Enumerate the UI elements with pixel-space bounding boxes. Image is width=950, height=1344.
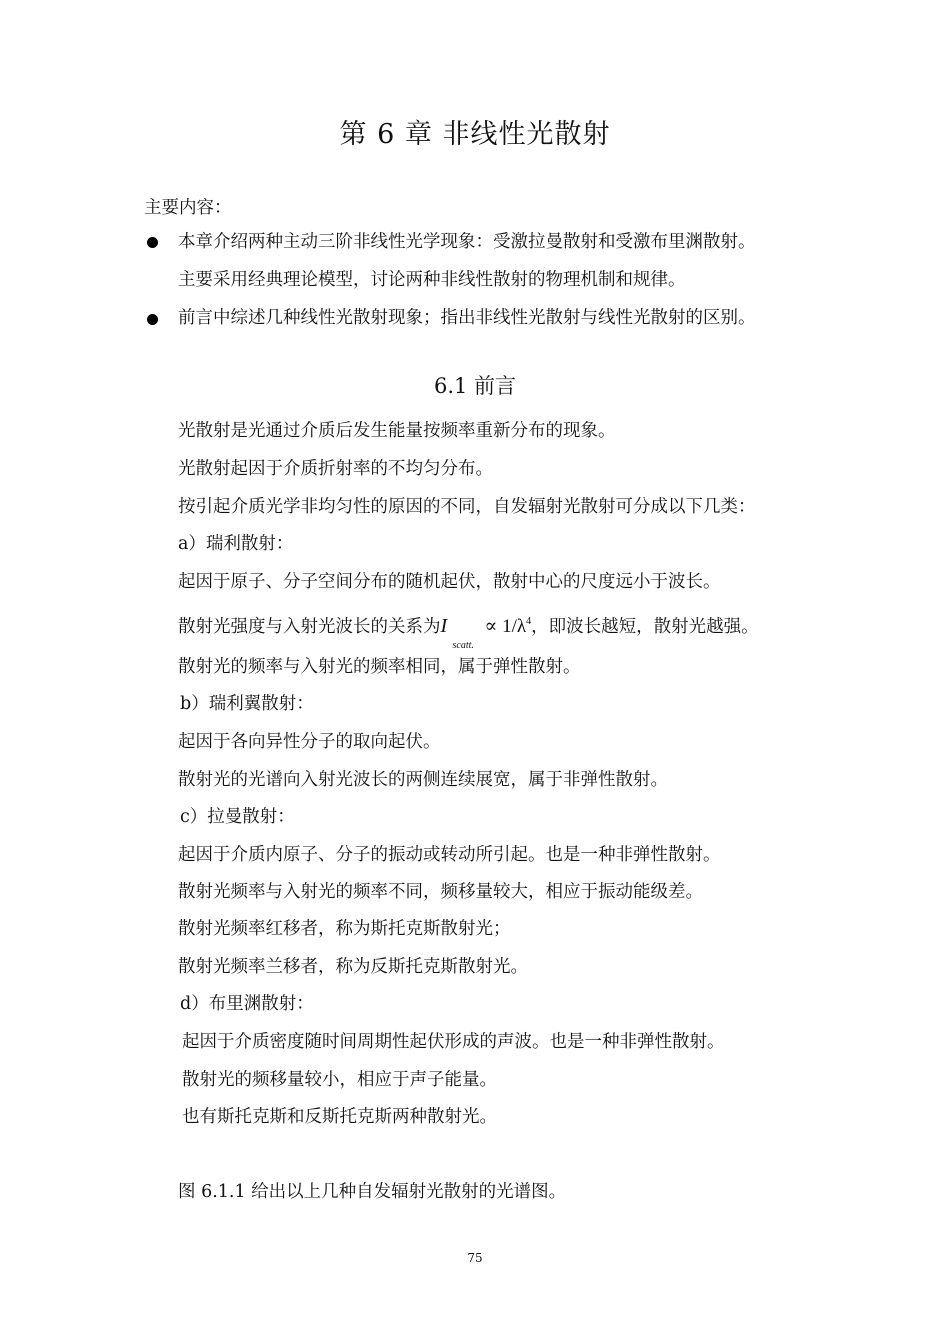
subsection-d-heading: d）布里渊散射： [180,994,314,1014]
formula-exponent: 4 [526,616,532,627]
subsection-c-line-2: 散射光频率与入射光的频率不同，频移量较大，相应于振动能级差。 [178,882,703,902]
section-title: 6.1 前言 [433,374,517,398]
paragraph-3: 按引起介质光学非均匀性的原因的不同，自发辐射光散射可分成以下几类： [178,497,756,517]
subsection-d-line-3: 也有斯托克斯和反斯托克斯两种散射光。 [182,1107,497,1127]
formula-intro-text: 散射光强度与入射光波长的关系为 [178,616,441,637]
chapter-title: 第 6 章 非线性光散射 [339,119,611,150]
subsection-a-line-2 [178,611,759,651]
summary-bullet-1-line-1: 本章介绍两种主动三阶非线性光学现象：受激拉曼散射和受激布里渊散射。 [178,232,756,252]
subsection-d-line-2: 散射光的频移量较小，相应于声子能量。 [182,1070,497,1090]
paragraph-2: 光散射起因于介质折射率的不均匀分布。 [178,459,493,479]
summary-heading: 主要内容： [144,198,232,218]
subsection-d-line-1: 起因于介质密度随时间周期性起伏形成的声波。也是一种非弹性散射。 [182,1032,725,1052]
formula-conclusion-text: ，即波长越短，散射光越强。 [531,616,759,637]
subsection-c-line-4: 散射光频率兰移者，称为反斯托克斯散射光。 [178,957,528,977]
formula-intensity [440,614,485,651]
summary-bullet-2: 前言中综述几种线性光散射现象；指出非线性光散射与线性光散射的区别。 [178,308,756,328]
subsection-b-line-2: 散射光的光谱向入射光波长的两侧连续展宽，属于非弹性散射。 [178,770,668,790]
figure-reference: 图 6.1.1 给出以上几种自发辐射光散射的光谱图。 [178,1182,567,1202]
subsection-b-line-1: 起因于各向异性分子的取向起伏。 [178,732,441,752]
bullet-icon [147,314,158,325]
summary-bullet-1-line-2: 主要采用经典理论模型，讨论两种非线性散射的物理机制和规律。 [178,270,686,290]
page-number: 75 [467,1251,483,1265]
formula-intensity-symbol: I [440,614,448,637]
subsection-c-line-1: 起因于介质内原子、分子的振动或转动所引起。也是一种非弹性散射。 [178,845,721,865]
subsection-b-heading: b）瑞利翼散射： [180,694,314,714]
formula-proportional: ∝ 1/λ [484,615,527,637]
paragraph-1: 光散射是光通过介质后发生能量按频率重新分布的现象。 [178,421,616,441]
bullet-icon [147,237,158,248]
subsection-a-line-1: 起因于原子、分子空间分布的随机起伏，散射中心的尺度远小于波长。 [178,572,721,592]
subsection-c-heading: c）拉曼散射： [180,807,295,827]
subsection-a-line-3: 散射光的频率与入射光的频率相同，属于弹性散射。 [178,657,581,677]
subsection-a-heading: a）瑞利散射： [178,534,294,554]
formula-subscript: scatt. [452,639,474,651]
subsection-c-line-3: 散射光频率红移者，称为斯托克斯散射光； [178,919,511,939]
